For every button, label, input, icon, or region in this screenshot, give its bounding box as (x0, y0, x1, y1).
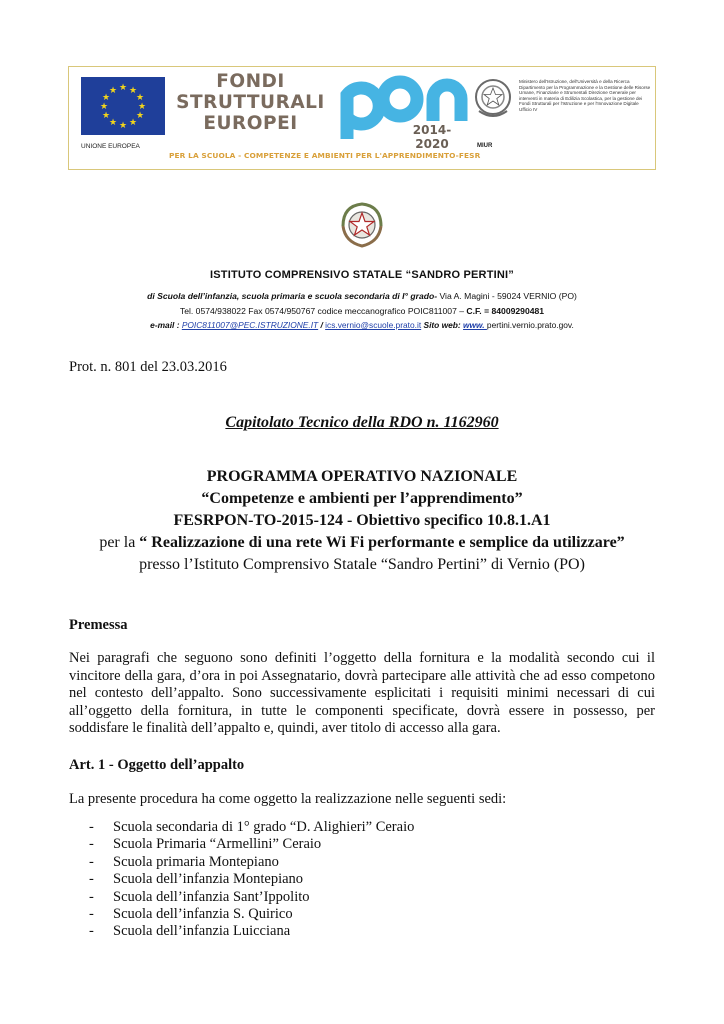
paragraph-line: all’oggetto della fornitura, in tutte le componenti specificate, dovrà essere in possesso, per (69, 702, 655, 719)
school-description (0, 291, 724, 301)
paragraph-line: Nei paragrafi che seguono sono definiti l’oggetto della fornitura e la modalità secondo cui il (69, 650, 655, 666)
site-name: Scuola dell’infanzia Sant’Ippolito (113, 888, 310, 905)
eu-flag-icon (81, 77, 165, 135)
miur-description: Ministero dell'Istruzione, dell'Università e della Ricerca Dipartimento per la Programmazione e la Gestione delle Risorse Umane, Finanziarie e Strumentali Direzione Generale per interventi in materia di Edilizia Scolastica, per la gestione dei Fondi Strutturali per l'Istruzione e per l'Innovazione Digitale Ufficio IV (519, 79, 651, 112)
bullet: - (89, 906, 94, 923)
email-separator: / (318, 320, 326, 330)
eu-caption: UNIONE EUROPEA (81, 143, 140, 150)
funding-banner (68, 66, 656, 170)
site-name: Scuola dell’infanzia Montepiano (113, 871, 304, 888)
program-subtitle: “Competenze e ambienti per l’apprendimento” (201, 490, 523, 507)
project-location: presso l’Istituto Comprensivo Statale “Sandro Pertini” di Vernio (PO) (139, 556, 585, 573)
school-email-web (0, 320, 724, 330)
email-label: e-mail : (150, 320, 182, 330)
project-name: “ Realizzazione di una rete Wi Fi performante e semplice da utilizzare” (139, 534, 625, 551)
list-item (89, 906, 414, 923)
school-levels: di Scuola dell’infanzia, scuola primaria e scuola secondaria di I° grado- (147, 291, 438, 301)
school-contacts (0, 306, 724, 316)
premessa-heading: Premessa (69, 617, 128, 633)
svg-text:★: ★ (108, 118, 118, 128)
pon-years: 2014-2020 (412, 123, 452, 151)
fondi-strutturali-logo (173, 71, 328, 134)
svg-text:★: ★ (118, 121, 128, 131)
program-name: PROGRAMMA OPERATIVO NAZIONALE (206, 468, 518, 485)
protocol-number: Prot. n. 801 del 23.03.2016 (69, 359, 227, 375)
bullet: - (89, 853, 94, 870)
program-title-block (0, 466, 724, 576)
svg-text:★: ★ (135, 111, 145, 121)
bullet: - (89, 871, 94, 888)
bullet: - (89, 819, 94, 835)
paragraph-line: vincitore della gara, d’ora in poi Assegnatario, dovrà partecipare alle attività che ad esso competono (69, 667, 655, 684)
svg-text:★: ★ (101, 111, 111, 121)
fiscal-code: C.F. = 84009290481 (466, 306, 545, 316)
site-name: Scuola dell’infanzia Luicciana (113, 923, 291, 940)
fondi-line: EUROPEI (203, 113, 298, 134)
list-item (89, 819, 414, 836)
paragraph-line: soddisfare le finalità dell’appalto e, quindi, aver titolo di accesso alla gara. (69, 720, 501, 737)
school-address: Via A. Magini - 59024 VERNIO (PO) (437, 291, 577, 301)
list-item (89, 889, 414, 906)
bullet: - (89, 836, 94, 853)
miur-label: MIUR (477, 143, 493, 149)
pec-email-link[interactable]: POIC811007@PEC.ISTRUZIONE.IT (181, 320, 319, 330)
site-name: Scuola secondaria di 1° grado “D. Alighieri” Ceraio (113, 819, 415, 835)
banner-tagline: PER LA SCUOLA - COMPETENZE E AMBIENTI PER L'APPRENDIMENTO-FESR (169, 151, 481, 160)
fondi-line: FONDI (216, 71, 285, 92)
sites-list (89, 819, 414, 941)
art1-heading: Art. 1 - Oggetto dell’appalto (69, 757, 245, 773)
svg-text:★: ★ (128, 86, 138, 96)
art1-intro (69, 791, 655, 809)
site-name: Scuola primaria Montepiano (113, 853, 279, 870)
project-description (0, 532, 724, 554)
republic-emblem-icon (339, 200, 385, 250)
fondi-line: STRUTTURALI (176, 92, 325, 113)
website-link-www[interactable]: www. (463, 320, 487, 330)
paragraph-line: nel contesto dell’appalto. Sono successivamente esplicitati i requisiti minimi necessari di cui (69, 685, 655, 702)
svg-text:★: ★ (128, 118, 138, 128)
italian-emblem-icon (473, 77, 513, 121)
list-item (89, 836, 414, 853)
project-code: FESRPON-TO-2015-124 - Obiettivo specifico 10.8.1.A1 (173, 512, 551, 529)
school-email-link[interactable]: ics.vernio@scuole.prato.it (325, 320, 422, 330)
school-name: ISTITUTO COMPRENSIVO STATALE “SANDRO PERTINI” (210, 269, 514, 281)
list-item (89, 923, 414, 940)
list-item (89, 854, 414, 871)
list-item (89, 871, 414, 888)
svg-text:★: ★ (118, 83, 128, 93)
bullet: - (89, 923, 94, 940)
bullet: - (89, 888, 94, 905)
svg-text:★: ★ (101, 93, 111, 103)
art1-intro-text: La presente procedura ha come oggetto la realizzazione nelle seguenti sedi: (69, 791, 507, 807)
document-title: Capitolato Tecnico della RDO n. 1162960 (225, 414, 499, 431)
premessa-paragraph (69, 650, 655, 738)
svg-text:★: ★ (135, 93, 145, 103)
site-name: Scuola dell’infanzia S. Quirico (113, 906, 293, 923)
site-name: Scuola Primaria “Armellini” Ceraio (113, 836, 322, 853)
website-link[interactable]: pertini.vernio.prato.gov. (486, 320, 574, 330)
svg-text:★: ★ (108, 86, 118, 96)
svg-text:★: ★ (99, 102, 109, 112)
phone-fax-code: Tel. 0574/938022 Fax 0574/950767 codice meccanografico POIC811007 – (179, 306, 467, 316)
website-label: Sito web: (421, 320, 464, 330)
project-prefix: per la (99, 534, 140, 551)
svg-text:★: ★ (137, 102, 147, 112)
